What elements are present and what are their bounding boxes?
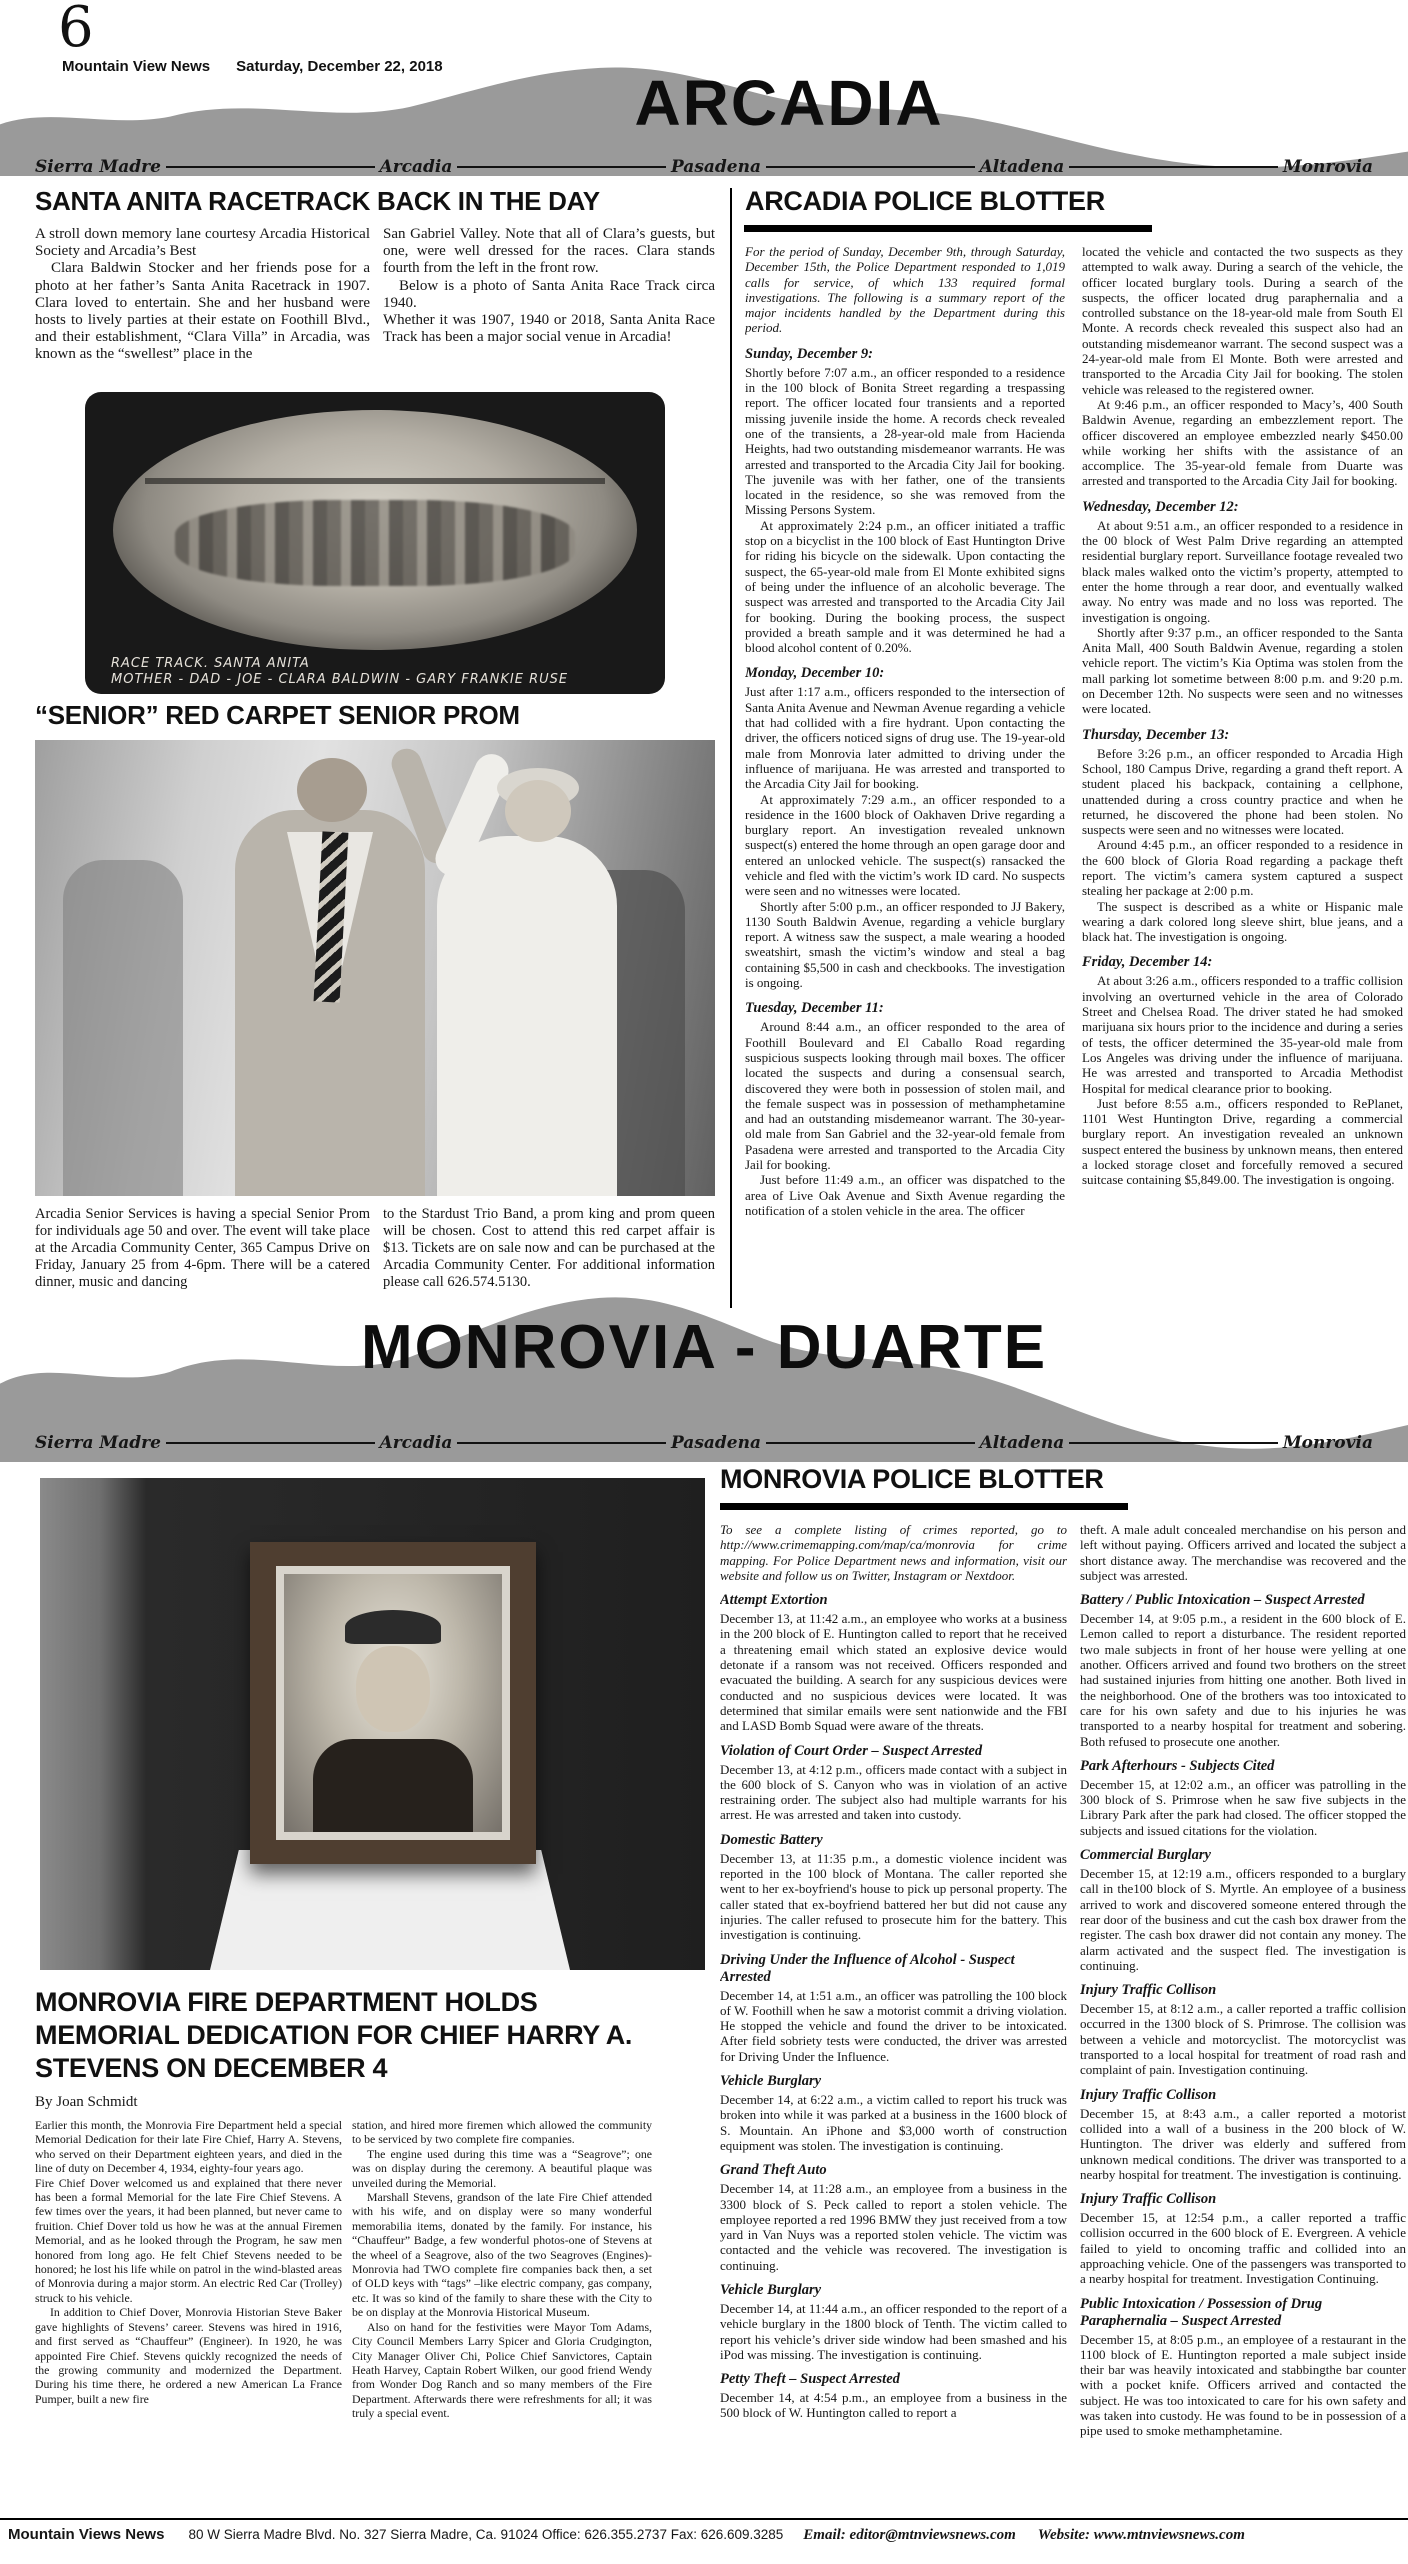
page-number: 6 [58, 0, 94, 60]
racetrack-1907-photo [85, 392, 665, 694]
monrovia-blotter-column-2 [1080, 1522, 1406, 2516]
byline: By Joan Schmidt [35, 2094, 138, 2110]
blotter-item-heading: Injury Traffic Collison [1080, 2086, 1217, 2103]
photo-detail [313, 1739, 473, 1832]
body-paragraph: The engine used during this time was a “Seagrove”; one was on display during the ceremony. A beautiful plaque was unveiled during the Memorial. [352, 2146, 652, 2190]
body-paragraph: Arcadia Senior Services is having a special Senior Prom for individuals age 50 and over. The event will take place at the Arcadia Community Center, 365 Campus Drive on Friday, January 25 from 4-6pm. There will be a catered dinner, music and dancing [35, 1206, 370, 1290]
body-paragraph: December 13, at 11:42 a.m., an employee who works at a business in the 200 block of E. Huntington called to report that he received a threatening email which stated an explosive device would detonate if a ransom was not received. Officers responded and evacuated the building. A search for any suspicious devices were conducted and no suspicious devices were located. It was determined that similar emails were sent nationwide and the FBI and LASD Bomb Squad were aware of the threats. [720, 1611, 1067, 1734]
body-paragraph: Clara Baldwin Stocker and her friends pose for a photo at her father’s Santa Anita Racetrack in 1907. Clara loved to entertain. She and her husband were hosts to lively parties at their estate on Foothill Blvd., and their establishment, “Clara Villa” in Arcadia, was known as the “swellest” place in the [35, 260, 370, 363]
body-paragraph: At about 3:26 a.m., officers responded to a traffic collision involving an overturned vehicle in the area of Colorado Street and Chelsea Road. The driver stated he had smoked marijuana six hours prior to the incidence and during a series of tests, the officer determined the 35-year-old male from Los Angeles was driving under the influence of marijuana. He was arrested and transported to Arcadia Methodist Hospital for medical clearance prior to booking. [1082, 973, 1403, 1096]
body-paragraph: December 14, at 1:51 a.m., an officer was patrolling the 100 block of W. Foothill when he saw a motorist commit a driving violation. He stopped the vehicle and found the driver to be intoxicated. After field sobriety tests were conducted, the driver was arrested for Driving Under the Influence. [720, 1987, 1067, 2064]
body-paragraph: Earlier this month, the Monrovia Fire Department held a special Memorial Dedication for their late Fire Chief, Harry A. Stevens, who served on their Department eighteen years, and died in the line of duty on December 4, 1934, eighty-four years ago. [35, 2118, 342, 2176]
photo-portrait [284, 1574, 502, 1832]
body-paragraph: To see a complete listing of crimes reported, go to http://www.crimemapping.com/map/ca/monrovia for crime mapping. For Police Department news and information, visit our website and follow us on Twitter, Instagram or Nextdoor. [720, 1522, 1067, 1583]
blotter-item-heading: Vehicle Burglary [720, 2281, 822, 2298]
santa-anita-column-2 [383, 226, 715, 346]
body-paragraph: For the period of Sunday, December 9th, through Saturday, December 15th, the Police Department responded to 1,019 calls for service, of which 133 required formal investigations. The following is a summary report of the major incidents handled by the Department during this period. [745, 244, 1065, 336]
blotter-item-heading: Wednesday, December 12: [1082, 498, 1239, 515]
fire-article-headline: MONROVIA FIRE DEPARTMENT HOLDS MEMORIAL DEDICATION FOR CHIEF HARRY A. STEVENS ON DECEMBER 4 [35, 1987, 633, 2083]
footer-address: 80 W Sierra Madre Blvd. No. 327 Sierra Madre, Ca. 91024 Office: 626.355.2737 Fax: 626.609.3285 [188, 2527, 784, 2542]
body-paragraph: Just before 11:49 a.m., an officer was dispatched to the area of Live Oak Avenue and Sixth Avenue regarding the notification of a stolen vehicle in the area. The officer [745, 1172, 1065, 1218]
body-paragraph: station, and hired more firemen which allowed the community to be serviced by two complete fire companies. [352, 2118, 652, 2147]
section-divider [730, 188, 732, 1308]
footer-email: Email: editor@mtnviewsnews.com [803, 2527, 1016, 2543]
blotter-item-heading: Battery / Public Intoxication – Suspect Arrested [1080, 1592, 1365, 1609]
footer-paper-name: Mountain Views News [8, 2526, 165, 2543]
photo-figure [63, 860, 183, 1196]
santa-anita-headline: SANTA ANITA RACETRACK BACK IN THE DAY [35, 186, 600, 216]
issue-date: Saturday, December 22, 2018 [236, 58, 443, 75]
body-paragraph: At 9:46 p.m., an officer responded to Macy’s, 400 South Baldwin Avenue, regarding an embezzlement report. The officer discovered an employee embezzled nearly $450.00 while working her shifts with the assistance of an accomplice. The 35-year-old female from Duarte was arrested and transported to the Arcadia City Jail for booking. [1082, 396, 1403, 489]
blotter-item-heading: Park Afterhours - Subjects Cited [1080, 1757, 1275, 1774]
body-paragraph: Just after 1:17 a.m., officers responded to the intersection of Santa Anita Avenue and Newman Avenue regarding a vehicle that had collided with a fire hydrant. Upon contacting the driver, the officers noticed signs of drug use. The 19-year-old male from Monrovia later admitted to driving under the influence of marijuana. He was arrested and transported to the Arcadia City Jail for booking. [745, 684, 1065, 792]
body-paragraph: December 14, at 11:28 a.m., an employee from a business in the 3300 block of S. Peck called to report a stolen vehicle. The employee reported a red 1996 BMW they just received from a tow yard in Van Nuys was a reported stolen vehicle. The victim was contacted and the vehicle was recovered. The investigation is continuing. [720, 2181, 1067, 2273]
city-divider-line [457, 1442, 666, 1444]
body-paragraph: December 15, at 12:19 a.m., officers responded to a burglary call in the100 block of S. Myrtle. An employee of a business arrived to work and discovered someone entered through the rear door of the business and cut the cash box drawer from the register. The cash box drawer did not contain any money. The alarm activated and the suspect fled. The investigation is continuing. [1080, 1866, 1406, 1973]
body-paragraph: Whether it was 1907, 1940 or 2018, Santa Anita Race Track has been a major social venue in Arcadia! [383, 312, 715, 346]
monrovia-blotter-column-1 [720, 1522, 1067, 2516]
photo-detail [505, 780, 571, 842]
city-label: Arcadia [379, 157, 453, 176]
blotter-item-heading: Sunday, December 9: [745, 345, 873, 362]
city-label: Monrovia [1282, 157, 1373, 176]
body-paragraph: A stroll down memory lane courtesy Arcadia Historical Society and Arcadia’s Best [35, 226, 370, 260]
body-paragraph: December 15, at 8:12 a.m., a caller reported a traffic collision occurred in the 1300 block of S. Primrose. The collision was between a vehicle and motorcyclist. The motorcyclist was transported to a local hospital for treatment of road rash and complaint of pain. Investigation continuing. [1080, 2001, 1406, 2078]
city-label: Monrovia [1282, 1433, 1373, 1453]
blotter-item-heading: Injury Traffic Collison [1080, 1982, 1217, 1999]
body-paragraph: Shortly after 9:37 p.m., an officer responded to the Santa Anita Mall, 400 South Baldwin Avenue, regarding a stolen vehicle report. The victim’s Kia Optima was stolen from the mall parking lot sometime between 8:00 p.m. and 9:20 p.m. on December 12th. No suspects were seen and no witnesses were located. [1082, 624, 1403, 717]
monrovia-duarte-banner [0, 1292, 1408, 1462]
body-paragraph: The suspect is described as a white or Hispanic male wearing a dark colored long sleeve shirt, blue jeans, and a black hat. The investigation is ongoing. [1082, 898, 1403, 945]
photo-figure-woman [437, 836, 617, 1196]
page-footer [8, 2526, 1404, 2544]
body-paragraph: At about 9:51 a.m., an officer responded to a residence in the 00 block of West Palm Drive regarding an attempted residential burglary report. Surveillance footage revealed two black males walked onto the victim’s property, attempted to enter the home through a rear door, and eventually walked away. No entry was made and no loss was reported. The investigation is ongoing. [1082, 517, 1403, 625]
city-divider-line [766, 1442, 975, 1444]
city-divider-line [766, 166, 975, 168]
blotter-item-heading: Vehicle Burglary [720, 2073, 822, 2090]
body-paragraph: In addition to Chief Dover, Monrovia Historian Steve Baker gave highlights of Stevens’ career. Stevens was hired in 1916, and first served as “Chauffeur” (Engineer). In 1920, he was appointed Fire Chief. Stevens quickly recognized the needs of the growing community and modernized the Department. During his time there, he ordered a new American La France Pumper, built a new fire [35, 2305, 342, 2406]
arcadia-blotter-column-1 [745, 244, 1065, 1310]
blotter-item-heading: Public Intoxication / Possession of Drug Paraphernalia – Suspect Arrested [1080, 2295, 1323, 2329]
body-paragraph: At approximately 7:29 a.m., an officer responded to a residence in the 1600 block of Oakhaven Drive regarding a burglary report. An investigation revealed unknown suspect(s) entered the home through an open garage door and entered an unlocked vehicle. The suspect(s) ransacked the vehicle and fled with the victim’s work ID card. No suspects were seen and no witnesses were located. [745, 791, 1065, 899]
city-divider-line [166, 1442, 375, 1444]
senior-prom-photo [35, 740, 715, 1196]
body-paragraph: December 15, at 12:02 a.m., an officer was patrolling in the 300 block of S. Primrose when he saw five subjects in the Library Park after the park had closed. The officer stopped the subjects and issued citations for the violation. [1080, 1776, 1406, 1838]
footer-website: Website: www.mtnviewsnews.com [1037, 2527, 1245, 2543]
cities-strip [35, 1432, 1373, 1454]
body-paragraph: theft. A male adult concealed merchandise on his person and left without paying. Officers arrived and located the subject a short distance away. The merchandise was recovered and the subject was arrested. [1080, 1522, 1406, 1583]
blotter-item-heading: Petty Theft – Suspect Arrested [720, 2371, 900, 2388]
headline-rule [744, 225, 1152, 232]
city-label: Arcadia [379, 1433, 453, 1453]
photo-detail [175, 500, 575, 586]
photo-detail [356, 1646, 430, 1732]
city-label: Sierra Madre [35, 1433, 161, 1453]
blotter-item-heading: Domestic Battery [720, 1831, 823, 1848]
city-divider-line [1069, 1442, 1278, 1444]
santa-anita-column-1 [35, 226, 370, 364]
prom-caption-column-1 [35, 1206, 370, 1291]
city-label: Altadena [979, 1433, 1065, 1453]
photo-detail [145, 478, 605, 484]
city-label: Pasadena [670, 1433, 761, 1453]
city-divider-line [457, 166, 666, 168]
blotter-item-heading: Commercial Burglary [1080, 1847, 1211, 1864]
body-paragraph: Fire Chief Dover welcomed us and explained that there never has been a formal Memorial for the late Fire Chief Stevens. A few times over the years, it had been planned, but never came to fruition. Chief Dover told us how he was at the annual Firemen Memorial, and as he looked through the Program, he saw men honored from long ago. He felt Chief Stevens needed to be honored; he lost his life while on patrol in the wind-blasted areas of Monrovia during a major storm. An electric Red Car (Trolley) struck to his vehicle. [35, 2175, 342, 2305]
body-paragraph: December 14, at 9:05 p.m., a resident in the 600 block of E. Lemon called to report a disturbance. The resident reported two male subjects in front of her house were yelling at one another. Officers arrived and found two brothers on the street had sustained injuries from hitting one another. Both lived in the neighborhood. One of the brothers was too intoxicated to care for his own safety and due to his injuries he was transported to a nearby hospital for treatment and sobering. Both refused to prosecute one another. [1080, 1611, 1406, 1749]
body-paragraph: December 14, at 4:54 p.m., an employee from a business in the 500 block of W. Huntington called to report a [720, 2390, 1067, 2421]
body-paragraph: December 13, at 4:12 p.m., officers made contact with a subject in the 600 block of S. Canyon who was in violation of an active restraining order. The subject also had multiple warrants for his arrest. He was arrested and taken into custody. [720, 1761, 1067, 1823]
city-divider-line [166, 166, 375, 168]
city-label: Sierra Madre [35, 157, 161, 176]
blotter-item-heading: Injury Traffic Collison [1080, 2191, 1217, 2208]
body-paragraph: Just before 8:55 a.m., officers responded to RePlanet, 1101 West Huntington Drive, regarding a commercial burglary report. An investigation revealed an unknown suspect entered the business by unknown means, then entered a locked storage closet and forcefully removed a secured suitcase containing $5,849.00. The investigation is ongoing. [1082, 1095, 1403, 1188]
body-paragraph: Before 3:26 p.m., an officer responded to Arcadia High School, 180 Campus Drive, regarding a grand theft report. A student placed his backpack, containing a cellphone, unattended during a cross country practice and when he returned, he discovered the phone had been stolen. No suspects were seen and no witnesses were located. [1082, 745, 1403, 838]
fire-chief-cap [345, 1610, 441, 1644]
body-paragraph: Around 4:45 p.m., an officer responded to a residence in the 600 block of Gloria Road regarding a package theft report. The victim’s camera system captured a suspect stealing her package at 2:00 p.m. [1082, 837, 1403, 899]
body-paragraph: Around 8:44 a.m., an officer responded to the area of Foothill Boulevard and El Caballo Road regarding suspicious suspects looking through mail boxes. The officer located the suspects and during a consensual search, discovered they were both in possession of stolen mail, and the female suspect was in possession of methamphetamine and had an outstanding misdemeanor warrant. The 30-year-old male from San Gabriel and the 32-year-old female from Pasadena were arrested and transported to the Arcadia City Jail for booking. [745, 1019, 1065, 1173]
city-label: Pasadena [670, 157, 761, 176]
body-paragraph: San Gabriel Valley. Note that all of Clara’s guests, but one, were well dressed for the races. Clara stands fourth from the left in the front row. [383, 226, 715, 277]
headline-rule [720, 1503, 1128, 1510]
blotter-item-heading: Attempt Extortion [720, 1592, 828, 1609]
body-paragraph: December 14, at 6:22 a.m., a victim called to report his truck was broken into while it was parked at a business in the 1600 block of S. Mountain. An iPhone and $3,000 worth of construction equipment was stolen. The investigation is continuing. [720, 2092, 1067, 2153]
body-paragraph: located the vehicle and contacted the two suspects as they attempted to walk away. During a search of the vehicle, the officer located burglary tools. During a search of the suspects, the officer located drug paraphernalia and a controlled substance on the 18-year-old male from South El Monte. A records check revealed this suspect also had an outstanding misdemeanor warrant. The second suspect was a 24-year-old male from El Monte. Both were arrested and transported to the Arcadia City Jail for booking. The stolen vehicle was released to the registered owner. [1082, 244, 1403, 397]
body-paragraph: Marshall Stevens, grandson of the late Fire Chief attended with his wife, and on display were so many wonderful memorabilia items, donated by the family. For instance, his “Chauffeur” Badge, a few wonderful photos-one of Stevens at the wheel of a Seagrove, also of the two Seagroves (Engines)- Monrovia had TWO complete fire companies back then, a set of OLD keys with “tags” –like electric company, gas company, etc. It was so kind of the family to share these with the City to be on display at the Monrovia Historical Museum. [352, 2190, 652, 2320]
fire-article-column-2 [352, 2118, 652, 2516]
body-paragraph: Also on hand for the festivities were Mayor Tom Adams, City Council Members Larry Spicer and Gloria Crudgington, City Manager Oliver Chi, Police Chief Sanvictores, Captain Heath Harvey, Captain Robert Wilken, our good friend Wendy from Wonder Dog Ranch and so many members of the Fire Department. Afterwards there were refreshments for all; it was truly a special event. [352, 2319, 652, 2421]
handwritten-photo-caption: RACE TRACK. SANTA ANITA MOTHER - DAD - JOE - CLARA BALDWIN - GARY FRANKIE RUSE [111, 656, 569, 687]
footer-rule [0, 2518, 1408, 2520]
body-paragraph: December 13, at 11:35 p.m., a domestic violence incident was reported in the 100 block of Montana. The caller reported she went to her ex-boyfriend's house to pick up personal property. The caller stated that ex-boyfriend battered her but did not cause any injuries. The caller refused to prosecute him for the battery. This investigation is continuing. [720, 1850, 1067, 1943]
city-label: Altadena [979, 157, 1065, 176]
body-paragraph: December 14, at 11:44 a.m., an officer responded to the report of a vehicle burglary in the 1800 block of Tenth. The victim called to report his vehicle’s driver side window had been smashed and his iPod was missing. The investigation is continuing. [720, 2300, 1067, 2362]
blotter-item-heading: Driving Under the Influence of Alcohol - Suspect Arrested [720, 1951, 1015, 1985]
fire-article-column-1 [35, 2118, 342, 2516]
photo-detail [297, 758, 367, 822]
body-paragraph: Shortly before 7:07 a.m., an officer responded to a residence in the 100 block of Bonita Street regarding a trespassing report. The officer located four transients and a reported missing juvenile inside the home. A records check revealed one of the transients, a 28-year-old male from Hacienda Heights, had two outstanding misdemeanor warrants. He was arrested and transported to the Arcadia City Jail for booking. The juvenile was with her father, one of the transients located in the residence, so she was removed from the Missing Persons System. [745, 364, 1065, 518]
arcadia-blotter-headline: ARCADIA POLICE BLOTTER [745, 186, 1105, 216]
blotter-item-heading: Monday, December 10: [745, 665, 885, 682]
body-paragraph: to the Stardust Trio Band, a prom king and prom queen will be chosen. Cost to attend this red carpet affair is $13. Tickets are on sale now and can be purchased at the Arcadia Community Center. For additional information please call 626.574.5130. [383, 1206, 715, 1290]
arcadia-blotter-column-2 [1082, 244, 1403, 1310]
blotter-item-heading: Thursday, December 13: [1082, 726, 1230, 743]
monrovia-blotter-headline: MONROVIA POLICE BLOTTER [720, 1464, 1104, 1494]
body-paragraph: December 15, at 8:05 p.m., an employee of a restaurant in the 1100 block of E. Huntington reported a male subject inside their bar was heavily intoxicated and stabbingthe bar counter with a pocket knife. Officers arrived and contacted the subject. He was too intoxicated to care for his own safety and was taken into custody. He was found to be in possession of a pipe used to smoke methamphetamine. [1080, 2331, 1406, 2439]
portrait-frame [250, 1542, 536, 1864]
section-title-arcadia: ARCADIA [634, 67, 944, 139]
arcadia-banner [0, 64, 1408, 176]
body-paragraph: Below is a photo of Santa Anita Race Track circa 1940. [383, 277, 715, 311]
masthead: Mountain View News [62, 58, 211, 75]
body-paragraph: December 15, at 12:54 p.m., a caller reported a traffic collision occurred in the 600 block of E. Evergreen. A vehicle failed to yield to oncoming traffic and collided into an approaching vehicle. One of the passengers was transported to a nearby hospital for treatment. Investigation Continuing. [1080, 2210, 1406, 2287]
blotter-item-heading: Violation of Court Order – Suspect Arrested [720, 1742, 983, 1759]
body-paragraph: At approximately 2:24 p.m., an officer initiated a traffic stop on a bicyclist in the 100 block of East Huntington Drive for riding his bicycle on the sidewalk. Upon contacting the suspect, the 65-year-old male from El Monte exhibited signs of being under the influence of an alcoholic beverage. The suspect was arrested and transported to the Arcadia City Jail for booking. During the booking process, the suspect provided a breath sample and it was determined he had a blood alcohol content of 0.20%. [745, 517, 1065, 656]
fire-chief-portrait-photo [40, 1478, 705, 1970]
prom-caption-column-2 [383, 1206, 715, 1291]
section-title-monrovia-duarte: MONROVIA - DUARTE [360, 1313, 1048, 1382]
cities-strip [35, 156, 1373, 176]
blotter-item-heading: Tuesday, December 11: [745, 1000, 884, 1017]
blotter-item-heading: Grand Theft Auto [720, 2162, 827, 2179]
senior-prom-headline: “SENIOR” RED CARPET SENIOR PROM [35, 700, 520, 730]
blotter-item-heading: Friday, December 14: [1082, 954, 1213, 971]
body-paragraph: December 15, at 8:43 a.m., a caller reported a motorist collided into a wall of a business in the 200 block of W. Huntington. The driver was elderly and suffered from unknown medical conditions. The driver was transported to a nearby hospital for treatment. The investigation is continuing. [1080, 2105, 1406, 2182]
body-paragraph: Shortly after 5:00 p.m., an officer responded to JJ Bakery, 1130 South Baldwin Avenue, regarding a vehicle burglary report. A witness saw the suspect, a male wearing a hooded sweatshirt, smash the victim’s window and steal a bag containing $5,500 in cash and checkbooks. The investigation is ongoing. [745, 898, 1065, 991]
city-divider-line [1069, 166, 1278, 168]
photo-pedestal [210, 1850, 570, 1970]
